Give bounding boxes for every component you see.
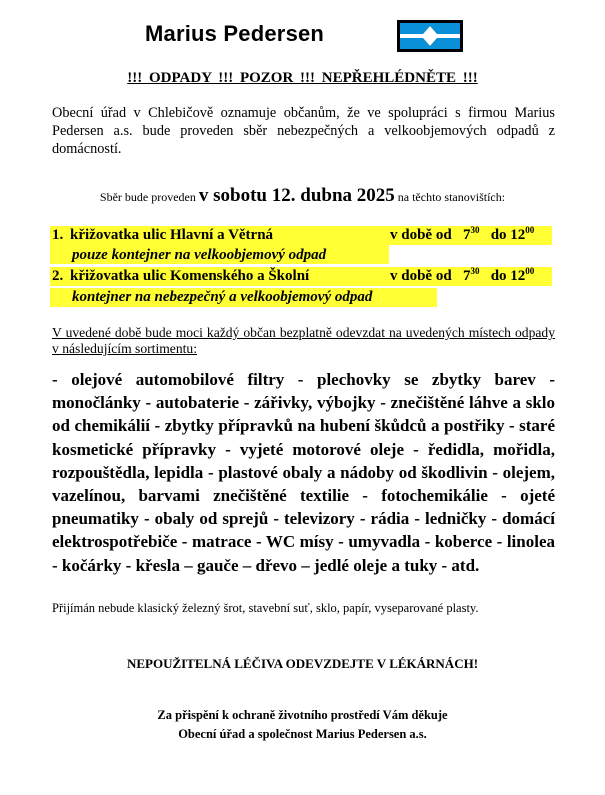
date-prefix: Sběr bude proveden [99,190,196,204]
company-logo [145,20,465,54]
location-1-time: v době od $7^{30}$ do $12^{00}$ [390,225,535,243]
logo-mark-icon [397,20,463,52]
page-heading: !!! ODPADY !!! POZOR !!! NEPŘEHLÉDNĚTE !!! [127,70,478,86]
location-number: 2. [52,268,64,284]
pharmacy-notice: NEPOUŽITELNÁ LÉČIVA ODEVZDEJTE V LÉKÁRNÁCH! [126,656,479,671]
location-place: křižovatka ulic Komenského a Školní [70,268,310,284]
collection-date: v sobotu 12. dubna 2025 [198,185,395,206]
date-suffix: na těchto stanovištích: [397,190,506,204]
thanks-block [0,706,605,744]
location-2 [52,268,309,285]
accepted-items-list: - olejové automobilové filtry - plechovky se zbytky barev - monočlánky - autobaterie - zářivky, výbojky - znečištěné láhve a sklo od chemikálií - zbytky přípravků na hubení škůdců a postřiky - staré kosmetické přípravky - vyjeté motorové oleje - ředidla, mořidla, rozpouštědla, lepidla - plastové obaly a nádoby od škodlivin - olejem, vazelínou, barvami znečištěné textilie - fotochemikálie - ojeté pneumatiky - obaly od sprejů - televizory - rádia - ledničky - domácí elektrospotřebiče - matrace - WC mísy - umyvadla - koberce - linolea - kočárky - křesla – gauče – dřevo – jedlé oleje a tuky - atd. [52,370,555,575]
location-1 [52,227,273,244]
intro-paragraph: Obecní úřad v Chlebičově oznamuje občanům, že ve spolupráci s firmou Marius Pedersen a.s. bude proveden sběr nebezpečných a velkoobjemových odpadů z domácností. [52,105,555,157]
not-accepted-note: Přijímán nebude klasický železný šrot, stavební suť, sklo, papír, vyseparované plasty. [52,601,479,615]
brand-name: Marius Pedersen [145,21,325,46]
location-2-time: v době od $7^{30}$ do $12^{00}$ [390,266,535,284]
collection-date-line [0,185,605,207]
location-place: křižovatka ulic Hlavní a Větrná [70,227,274,243]
thanks-line-2: Obecní úřad a společnost Marius Pedersen a.s. [178,727,427,741]
collection-conditions: V uvedené době bude moci každý občan bezplatně odevzdat na uvedených místech odpady v následujícím sortimentu: [52,325,555,356]
location-2-note: kontejner na nebezpečný a velkoobjemový odpad [72,289,373,305]
location-1-note: pouze kontejner na velkoobjemový odpad [72,247,327,263]
location-number: 1. [52,227,64,243]
thanks-line-1: Za přispění k ochraně životního prostředí Vám děkuje [157,708,448,722]
